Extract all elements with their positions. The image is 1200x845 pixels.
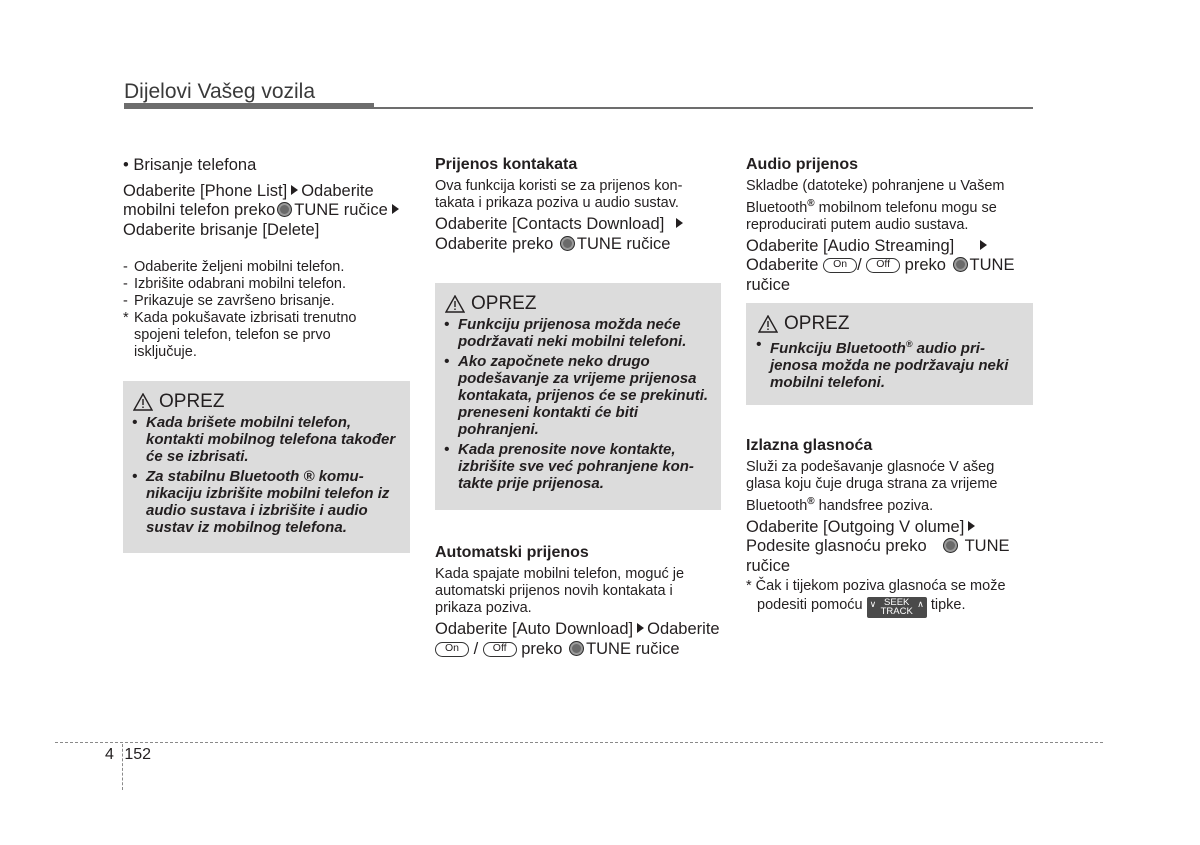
instruction-line [123,201,413,221]
arrow-right-icon [392,204,399,214]
arrow-right-icon [291,185,298,195]
column-right [746,156,1036,295]
list-item: - Odaberite željeni mobilni telefon. [123,259,345,275]
arrow-right-icon [968,521,975,531]
note-line: * Čak i tijekom poziva glasnoća se može [746,578,1006,595]
instruction-line: ručice [746,556,791,575]
instruction-text: Odaberite [Phone List] [123,181,288,200]
bullet-delete-phone: • Brisanje telefona [123,156,257,174]
note-line: podesiti pomoću ∨ SEEK TRACK ∧ tipke. [757,597,966,618]
list-item: • Funkciju Bluetooth® audio pri-jenosa možda ne podržavaju neki mobilni telefoni. [756,336,1025,391]
header-rule-thick [124,103,374,109]
tune-knob-icon [277,202,292,217]
instruction-line: Odaberite On / Off preko TUNE [746,256,1015,275]
on-button: On [435,642,469,657]
list-item: • Kada brišete mobilni telefon, kontakti mobilnog telefona također će se izbrisati. [132,414,396,465]
list-item: - Prikazuje se završeno brisanje. [123,293,335,309]
caution-box [435,283,721,510]
header-rule-thin [374,107,1033,109]
list-item: • Za stabilnu Bluetooth ® komu-nikaciju izbrišite mobilni telefon iz audio sustava i izbrišite i audio sustav iz mobilnog telefona. [132,468,396,536]
list-item: - Izbrišite odabrani mobilni telefon. [123,276,346,292]
footer-rule [55,742,1103,743]
section-title: Izlazna glasnoća [746,437,873,454]
caution-list [756,336,1025,391]
section-description: Služi za podešavanje glasnoće V ašeg glasa koju čuje druga strana za vrijeme Bluetooth® handsfree poziva. [746,459,998,514]
chevron-down-icon: ∨ [869,599,877,610]
instruction-line: Odaberite preko TUNE ručice [435,234,671,253]
instruction-line [123,182,413,202]
caution-box [123,381,410,553]
tune-knob-icon [943,538,958,553]
caution-title: OPREZ [758,313,1033,335]
instruction-line: On / Off preko TUNE ručice [435,640,730,660]
section-description: Kada spajate mobilni telefon, moguć je automatski prijenos novih kontakata i prikaza poziva. [435,566,685,616]
section-description: Skladbe (datoteke) pohranjene u Vašem Bluetooth® mobilnom telefonu mogu se reproducirati putem audio sustava. [746,178,1005,233]
caution-list [132,414,396,536]
warning-triangle-icon [133,393,153,411]
instruction-line: Odaberite brisanje [Delete] [123,220,320,239]
warning-triangle-icon [758,315,778,333]
section-title: Automatski prijenos [435,544,589,561]
column-middle [435,156,725,254]
instruction-line: Odaberite [Outgoing V olume] [746,518,1041,538]
on-button: On [823,258,857,273]
warning-triangle-icon [445,295,465,313]
section-title: Audio prijenos [746,156,858,173]
page-number [105,746,151,764]
off-button: Off [866,258,900,273]
tune-knob-icon [560,236,575,251]
tune-knob-icon [569,641,584,656]
instruction-line: Odaberite [Auto Download] Odaberite [435,620,720,638]
page-number-value: 152 [124,746,152,763]
page-header-title: Dijelovi Vašeg vozila [124,80,316,103]
tune-knob-icon [953,257,968,272]
instruction-text: Odaberite [301,181,374,200]
caution-title: OPREZ [445,293,721,315]
steps-list [123,259,413,361]
seek-track-button-icon: ∨ SEEK TRACK ∧ [867,597,927,618]
caution-box [746,303,1033,405]
instruction-line: Podesite glasnoću preko TUNE [746,537,1010,556]
chevron-up-icon: ∧ [917,599,924,610]
column-left [123,156,413,361]
arrow-right-icon [676,218,683,228]
off-button: Off [483,642,517,657]
instruction-text: TUNE ručice [294,201,388,219]
instruction-text: mobilni telefon preko [123,201,276,219]
section-number: 4 [105,746,114,763]
note-item: * Kada pokušavate izbrisati trenutno spojeni telefon, telefon se prvo isključuje. [123,310,357,360]
arrow-right-icon [980,240,987,250]
list-item: • Kada prenosite nove kontakte, izbrišite sve već pohranjene kon-takte prije prijenosa. [444,441,709,492]
section-description: Ova funkcija koristi se za prijenos kon-takata i prikaza poziva u audio sustav. [435,178,683,211]
instruction-line: Odaberite [Audio Streaming] [746,237,1036,257]
output-volume-section [746,437,1041,618]
instruction-line: Odaberite [Contacts Download] [435,215,725,235]
arrow-right-icon [637,623,644,633]
list-item: • Ako započnete neko drugo podešavanje za vrijeme prijenosa kontakata, prijenos će se prekinuti. preneseni kontakti će biti pohranjeni. [444,353,709,438]
section-title: Prijenos kontakata [435,156,578,173]
auto-transfer-section [435,544,730,659]
caution-list [444,316,709,492]
caution-title: OPREZ [133,391,410,413]
instruction-line: ručice [746,275,791,294]
list-item: • Funkciju prijenosa možda neće podržavati neki mobilni telefoni. [444,316,709,350]
